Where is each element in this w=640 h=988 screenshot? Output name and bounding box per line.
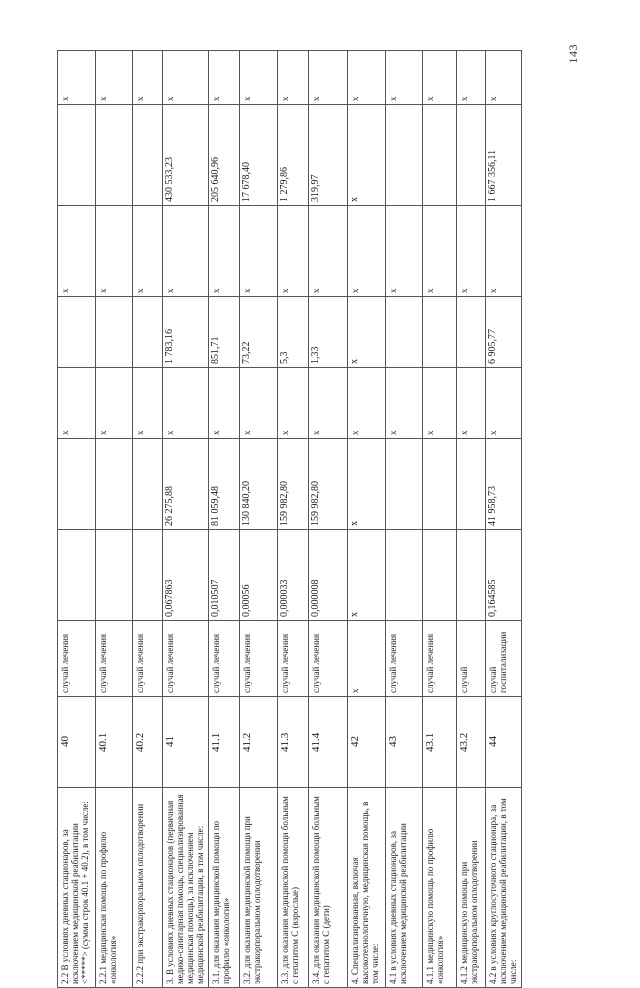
cell-cost: 41 958,73 bbox=[487, 486, 499, 526]
cell-cost2: 73,22 bbox=[241, 341, 253, 364]
table-cell bbox=[457, 368, 486, 439]
cell-x3: х bbox=[424, 96, 435, 101]
table-cell bbox=[133, 439, 163, 530]
cell-cost bbox=[133, 439, 137, 529]
table-cell bbox=[486, 297, 522, 368]
cell-cost bbox=[96, 439, 100, 529]
cell-x2: х bbox=[349, 288, 360, 293]
table-cell bbox=[486, 368, 522, 439]
table-cell bbox=[486, 105, 522, 206]
table-cell bbox=[486, 621, 522, 697]
table-cell bbox=[347, 788, 386, 988]
table-cell bbox=[58, 105, 96, 206]
table-cell bbox=[58, 788, 96, 988]
table-cell bbox=[422, 51, 456, 105]
table-cell bbox=[133, 530, 163, 621]
table-cell bbox=[277, 788, 308, 988]
table-cell bbox=[163, 51, 209, 105]
cell-x3: х bbox=[165, 96, 176, 101]
cell-x1: х bbox=[211, 430, 222, 435]
table-cell bbox=[457, 697, 486, 788]
cell-name: 4.1.2 медицинскую помощь при экстракорпоральном оплодотворении bbox=[459, 840, 480, 984]
table-cell bbox=[347, 105, 386, 206]
cell-name: 4.2 в условиях круглосуточного стационара, за исключением медицинской реабилитации, в том числе: bbox=[488, 798, 519, 984]
table-row-x2 bbox=[58, 206, 522, 297]
page-number: 143 bbox=[566, 44, 580, 64]
table-cell bbox=[309, 697, 348, 788]
table-cell bbox=[309, 297, 348, 368]
cell-name: 3.1. для оказания медицинской помощи по профилю «онкология» bbox=[211, 820, 232, 984]
table-cell bbox=[133, 51, 163, 105]
table-cell bbox=[133, 621, 163, 697]
table-cell bbox=[277, 621, 308, 697]
cell-num: 41.3 bbox=[278, 732, 291, 752]
cell-x1: х bbox=[60, 430, 70, 435]
table-cell bbox=[163, 621, 209, 697]
table-cell bbox=[163, 788, 209, 988]
table-row-name bbox=[58, 788, 522, 988]
cell-x2: х bbox=[135, 288, 146, 293]
table-cell bbox=[422, 206, 456, 297]
table-cell bbox=[457, 105, 486, 206]
cell-vol: 0,067863 bbox=[164, 579, 176, 617]
table-row-cost2 bbox=[58, 297, 522, 368]
table-row-x3 bbox=[58, 51, 522, 105]
table-cell bbox=[457, 621, 486, 697]
cell-vol: 0,000033 bbox=[278, 579, 290, 617]
table-cell bbox=[457, 439, 486, 530]
table-cell bbox=[240, 530, 278, 621]
table-cell bbox=[277, 697, 308, 788]
table-cell bbox=[422, 368, 456, 439]
cell-name: 3. В условиях дневных стационаров (первичная медико-санитарная помощь, специализированная медицинская помощь), за исключением медицинской реабилитации, в том числе: bbox=[165, 794, 206, 984]
cell-num: 41 bbox=[164, 736, 177, 748]
table-cell bbox=[58, 697, 96, 788]
table-cell bbox=[163, 530, 209, 621]
cell-sum: 17 678,40 bbox=[241, 162, 253, 202]
table-cell bbox=[347, 297, 386, 368]
cell-sum bbox=[133, 105, 137, 205]
cell-cost2 bbox=[457, 297, 461, 367]
cell-vol bbox=[58, 530, 62, 620]
cell-sum: х bbox=[348, 197, 360, 202]
table-cell bbox=[422, 105, 456, 206]
table-cell bbox=[386, 788, 422, 988]
cell-vol bbox=[386, 530, 390, 620]
cell-vol bbox=[133, 530, 137, 620]
table-cell bbox=[209, 621, 240, 697]
cell-cost2 bbox=[96, 297, 100, 367]
cell-cost2: 6 905,77 bbox=[487, 329, 499, 364]
cell-x2: х bbox=[424, 288, 435, 293]
table-cell bbox=[309, 51, 348, 105]
table-cell bbox=[163, 297, 209, 368]
cell-x1: х bbox=[349, 430, 360, 435]
cell-name: 2.2.1 медицинская помощь по профилю «онкология» bbox=[97, 831, 118, 984]
table-cell bbox=[309, 788, 348, 988]
cell-unit: случай лечения bbox=[60, 633, 70, 693]
table-cell bbox=[209, 368, 240, 439]
cell-cost bbox=[457, 439, 461, 529]
cell-unit: случай bbox=[459, 666, 470, 693]
table-cell bbox=[133, 206, 163, 297]
cell-cost bbox=[386, 439, 390, 529]
table-cell bbox=[486, 788, 522, 988]
table-cell bbox=[240, 297, 278, 368]
cell-name: 3.4. для оказания медицинской помощи больным с гепатитом С (дети) bbox=[311, 796, 332, 984]
cell-num: 42 bbox=[348, 736, 361, 748]
table-cell bbox=[347, 530, 386, 621]
table-cell bbox=[277, 206, 308, 297]
cell-x3: х bbox=[279, 96, 290, 101]
cell-x1: х bbox=[165, 430, 176, 435]
table-cell bbox=[163, 439, 209, 530]
cell-x2: х bbox=[279, 288, 290, 293]
cell-cost2 bbox=[133, 297, 137, 367]
cell-sum bbox=[386, 105, 390, 205]
cell-x2: х bbox=[97, 288, 108, 293]
table-cell bbox=[309, 530, 348, 621]
cell-num: 43.2 bbox=[458, 732, 471, 752]
table-cell bbox=[309, 621, 348, 697]
cell-x1: х bbox=[488, 430, 499, 435]
cell-unit: случай лечения bbox=[135, 633, 146, 693]
cell-x2: х bbox=[388, 288, 399, 293]
table-cell bbox=[457, 51, 486, 105]
table-cell bbox=[133, 105, 163, 206]
cell-x2: х bbox=[242, 288, 253, 293]
table-cell bbox=[386, 439, 422, 530]
table-cell bbox=[163, 368, 209, 439]
table-cell bbox=[277, 439, 308, 530]
cell-unit: случай госпитализации bbox=[488, 631, 509, 693]
cell-x3: х bbox=[211, 96, 222, 101]
table-cell bbox=[209, 51, 240, 105]
cell-x1: х bbox=[135, 430, 146, 435]
cell-x3: х bbox=[459, 96, 470, 101]
table-cell bbox=[347, 621, 386, 697]
table-cell bbox=[347, 368, 386, 439]
table-row-cost bbox=[58, 439, 522, 530]
cell-cost: 159 982,80 bbox=[310, 481, 322, 526]
cell-x3: х bbox=[60, 96, 70, 101]
table-cell bbox=[309, 105, 348, 206]
cell-vol: 0,000008 bbox=[310, 579, 322, 617]
table-cell bbox=[209, 530, 240, 621]
table-cell bbox=[209, 297, 240, 368]
cell-sum bbox=[423, 105, 427, 205]
table-cell bbox=[163, 697, 209, 788]
cell-x1: х bbox=[459, 430, 470, 435]
table-cell bbox=[209, 105, 240, 206]
cell-x1: х bbox=[424, 430, 435, 435]
cell-num: 43.1 bbox=[423, 732, 436, 752]
cell-num: 40.2 bbox=[134, 732, 147, 752]
cell-cost2: 851,71 bbox=[210, 336, 222, 364]
table-cell bbox=[209, 206, 240, 297]
table-cell bbox=[486, 439, 522, 530]
cell-unit: случай лечения bbox=[388, 633, 399, 693]
cell-x3: х bbox=[97, 96, 108, 101]
table-cell bbox=[240, 439, 278, 530]
cell-sum: 1 279,86 bbox=[278, 167, 290, 202]
cell-x3: х bbox=[311, 96, 322, 101]
cell-x2: х bbox=[211, 288, 222, 293]
cell-x2: х bbox=[311, 288, 322, 293]
cell-cost2 bbox=[58, 297, 62, 367]
cell-num: 41.4 bbox=[310, 732, 323, 752]
table-cell bbox=[309, 439, 348, 530]
cell-x3: х bbox=[242, 96, 253, 101]
table-cell bbox=[486, 206, 522, 297]
table-cell bbox=[422, 697, 456, 788]
table-cell bbox=[58, 51, 96, 105]
table-cell bbox=[347, 51, 386, 105]
cell-sum: 319,97 bbox=[310, 174, 322, 202]
cell-num: 40 bbox=[59, 736, 71, 748]
table-cell bbox=[486, 697, 522, 788]
cell-unit: х bbox=[349, 688, 360, 693]
table-cell bbox=[58, 297, 96, 368]
table-cell bbox=[95, 697, 133, 788]
cell-cost: 130 840,20 bbox=[241, 481, 253, 526]
cell-name: 2.2.2 при экстракорпоральном оплодотворении bbox=[135, 803, 146, 984]
table-cell bbox=[422, 297, 456, 368]
cell-vol: 0,010507 bbox=[210, 579, 222, 617]
table-cell bbox=[422, 530, 456, 621]
cell-x1: х bbox=[311, 430, 322, 435]
table-cell bbox=[277, 530, 308, 621]
cell-sum bbox=[58, 105, 62, 205]
table-cell bbox=[133, 788, 163, 988]
table-cell bbox=[457, 530, 486, 621]
table-cell bbox=[277, 297, 308, 368]
cell-sum: 430 533,23 bbox=[164, 157, 176, 202]
cell-num: 40.1 bbox=[96, 732, 109, 752]
cell-cost bbox=[58, 439, 62, 529]
table-cell bbox=[209, 697, 240, 788]
cell-cost: 26 275,88 bbox=[164, 486, 176, 526]
table-cell bbox=[347, 206, 386, 297]
table-cell bbox=[386, 105, 422, 206]
table-cell bbox=[386, 530, 422, 621]
table-cell bbox=[58, 439, 96, 530]
cell-num: 44 bbox=[487, 736, 500, 748]
cell-vol bbox=[457, 530, 461, 620]
cell-name: 4.1.1 медицинскую помощь по профилю «онкология» bbox=[424, 828, 445, 984]
table-cell bbox=[347, 439, 386, 530]
cell-num: 41.2 bbox=[241, 732, 254, 752]
cell-unit: случай лечения bbox=[279, 633, 290, 693]
cell-name: 4.1 в условиях дневных стационаров, за исключением медицинской реабилитации bbox=[388, 823, 409, 984]
table-cell bbox=[163, 105, 209, 206]
table-cell bbox=[240, 368, 278, 439]
cell-sum: 205 640,96 bbox=[210, 157, 222, 202]
table-cell bbox=[386, 297, 422, 368]
cell-vol bbox=[423, 530, 427, 620]
table-cell bbox=[486, 51, 522, 105]
cell-cost: 81 059,48 bbox=[210, 486, 222, 526]
table-cell bbox=[486, 530, 522, 621]
table-cell bbox=[95, 105, 133, 206]
cell-sum: 1 667 356,11 bbox=[487, 149, 499, 202]
table-cell bbox=[58, 530, 96, 621]
table-cell bbox=[95, 439, 133, 530]
table-cell bbox=[457, 206, 486, 297]
cell-unit: случай лечения bbox=[211, 633, 222, 693]
cell-x3: х bbox=[388, 96, 399, 101]
table-cell bbox=[422, 439, 456, 530]
table-cell bbox=[209, 788, 240, 988]
cell-x3: х bbox=[349, 96, 360, 101]
table-cell bbox=[95, 621, 133, 697]
cell-name: 3.3. для оказания медицинской помощи больным с гепатитом С (взрослые) bbox=[279, 796, 300, 984]
table-cell bbox=[457, 788, 486, 988]
cell-x3: х bbox=[135, 96, 146, 101]
table-row-vol bbox=[58, 530, 522, 621]
table-cell bbox=[240, 206, 278, 297]
cell-x2: х bbox=[459, 288, 470, 293]
table-cell bbox=[240, 621, 278, 697]
cell-vol: 0,164585 bbox=[487, 579, 499, 617]
table-cell bbox=[422, 788, 456, 988]
table-cell bbox=[133, 697, 163, 788]
table-cell bbox=[95, 788, 133, 988]
table-cell bbox=[240, 51, 278, 105]
cell-x1: х bbox=[388, 430, 399, 435]
cell-cost2 bbox=[423, 297, 427, 367]
cell-cost2 bbox=[386, 297, 390, 367]
cell-cost: 159 982,80 bbox=[278, 481, 290, 526]
cell-cost bbox=[423, 439, 427, 529]
table-cell bbox=[457, 297, 486, 368]
cell-sum bbox=[96, 105, 100, 205]
table-cell bbox=[386, 368, 422, 439]
cell-num: 41.1 bbox=[210, 732, 223, 752]
table-cell bbox=[95, 51, 133, 105]
table-cell bbox=[58, 368, 96, 439]
cell-name: 2.2 В условиях дневных стационаров, за исключением медицинской реабилитации <*****> (сумма строк 40.1 + 40.2), в том числе: bbox=[60, 801, 90, 984]
table-row-x1 bbox=[58, 368, 522, 439]
table-cell bbox=[309, 368, 348, 439]
table-cell bbox=[386, 51, 422, 105]
table-cell bbox=[95, 297, 133, 368]
cell-x1: х bbox=[279, 430, 290, 435]
cell-x2: х bbox=[60, 288, 70, 293]
table-cell bbox=[309, 206, 348, 297]
cell-num: 43 bbox=[387, 736, 400, 748]
table-cell bbox=[95, 368, 133, 439]
cell-vol: х bbox=[348, 612, 360, 617]
rotated-data-table bbox=[57, 50, 522, 988]
table-row-sum bbox=[58, 105, 522, 206]
cell-cost2: 1 783,16 bbox=[164, 329, 176, 364]
table-row-unit bbox=[58, 621, 522, 697]
table-cell bbox=[386, 697, 422, 788]
cell-unit: случай лечения bbox=[97, 633, 108, 693]
table-cell bbox=[58, 206, 96, 297]
cell-unit: случай лечения bbox=[242, 633, 253, 693]
cell-cost2: 5,3 bbox=[278, 351, 290, 364]
cell-unit: случай лечения bbox=[165, 633, 176, 693]
table-cell bbox=[240, 697, 278, 788]
cell-x1: х bbox=[97, 430, 108, 435]
cell-cost2: 1,33 bbox=[310, 346, 322, 364]
cell-cost: х bbox=[348, 521, 360, 526]
cell-x2: х bbox=[165, 288, 176, 293]
cell-x3: х bbox=[488, 96, 499, 101]
table-cell bbox=[347, 697, 386, 788]
table-cell bbox=[386, 621, 422, 697]
table-cell bbox=[58, 621, 96, 697]
cell-x1: х bbox=[242, 430, 253, 435]
table-cell bbox=[163, 206, 209, 297]
table-cell bbox=[277, 368, 308, 439]
table-cell bbox=[277, 51, 308, 105]
table-cell bbox=[133, 297, 163, 368]
cell-x2: х bbox=[488, 288, 499, 293]
table-cell bbox=[240, 105, 278, 206]
cell-vol bbox=[96, 530, 100, 620]
table-cell bbox=[95, 206, 133, 297]
cell-sum bbox=[457, 105, 461, 205]
cell-unit: случай лечения bbox=[424, 633, 435, 693]
cell-name: 3.2. для оказания медицинской помощи при экстракорпоральном оплодотворении bbox=[242, 816, 263, 984]
table-cell bbox=[240, 788, 278, 988]
table-cell bbox=[209, 439, 240, 530]
table-row-num bbox=[58, 697, 522, 788]
table-cell bbox=[422, 621, 456, 697]
table-cell bbox=[386, 206, 422, 297]
cell-name: 4. Специализированная, включая высокотехнологичную, медицинская помощь, в том числе: bbox=[349, 801, 380, 984]
table-cell bbox=[95, 530, 133, 621]
cell-cost2: х bbox=[348, 359, 360, 364]
cell-vol: 0,00056 bbox=[241, 584, 253, 617]
table-cell bbox=[277, 105, 308, 206]
table-cell bbox=[133, 368, 163, 439]
cell-unit: случай лечения bbox=[311, 633, 322, 693]
